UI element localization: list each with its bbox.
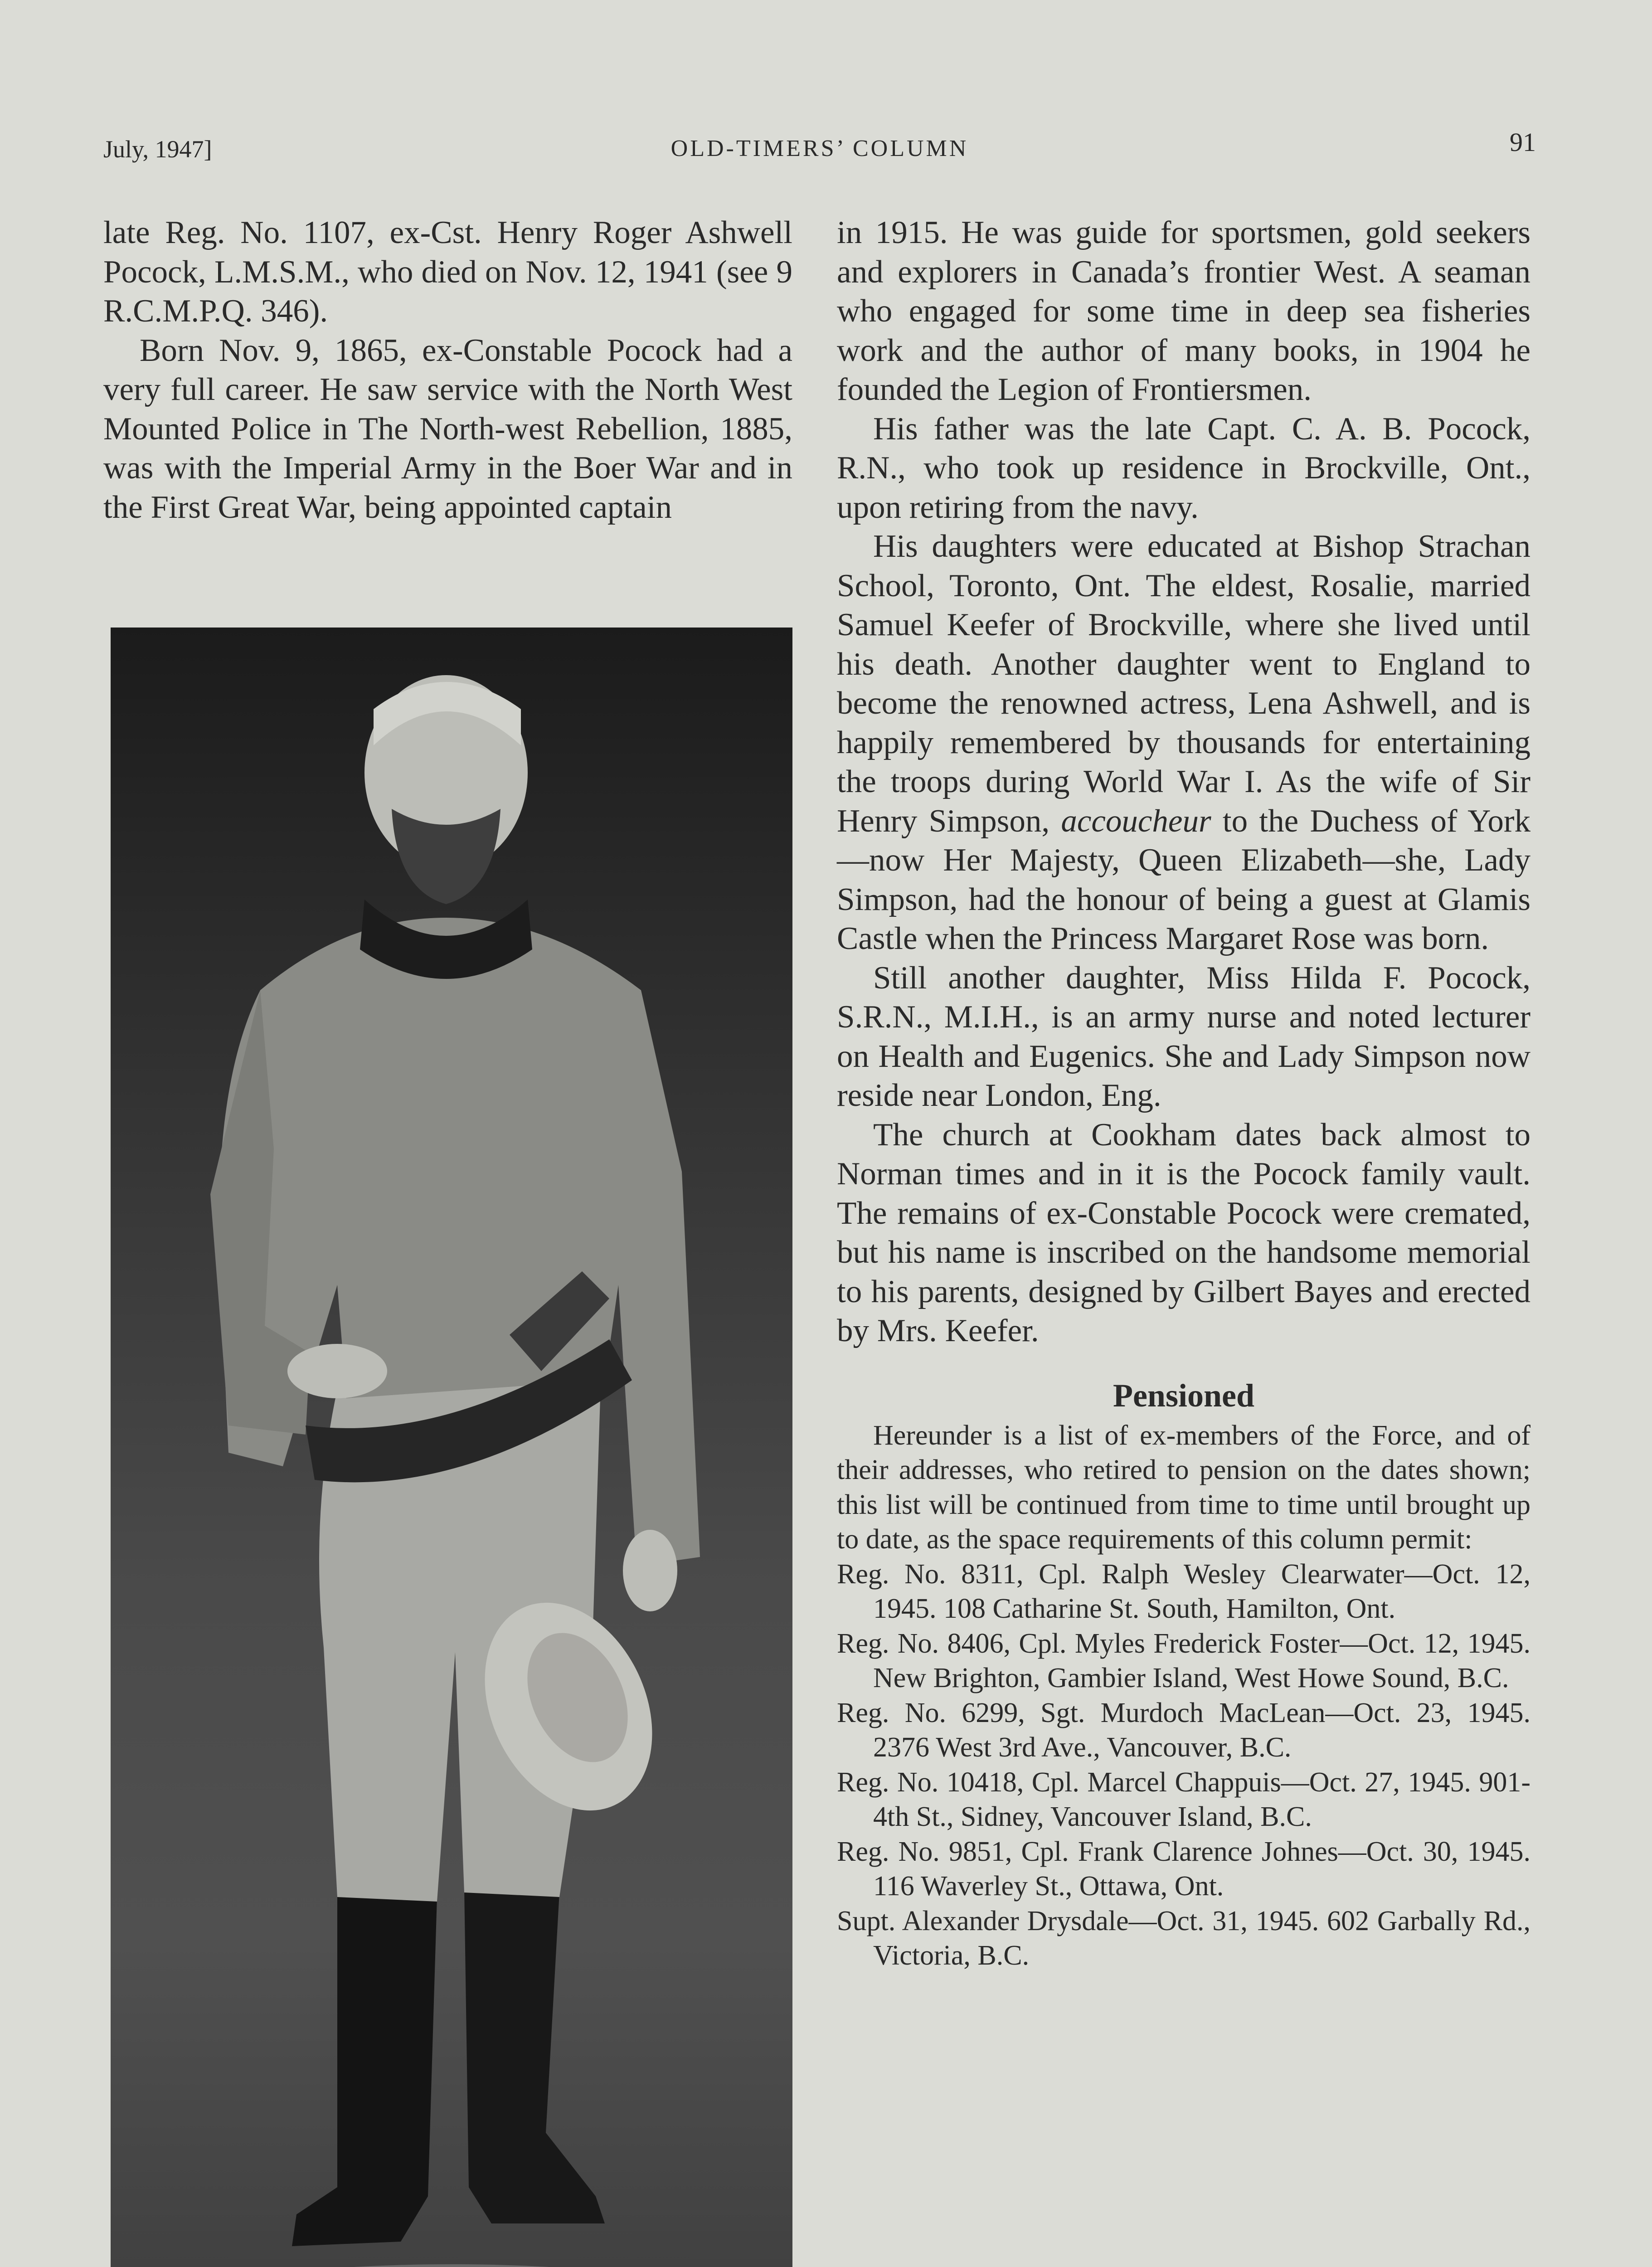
portrait-figure [111,628,792,2267]
left-column [103,213,792,527]
right-column [837,213,1531,1973]
issue-date: July, 1947] [103,136,212,163]
paragraph: in 1915. He was guide for sportsmen, gold seekers and explorers in Canada’s frontier West. A seaman who engaged for some time in deep sea fisheries work and the author of many books, in 1904 he founded the Legion of Frontiersmen. [837,215,1531,407]
paragraph: His father was the late Capt. C. A. B. Pocock, R.N., who took up residence in Brockville, Ont., upon retiring from the navy. [837,411,1531,525]
pension-entry: Reg. No. 8406, Cpl. Myles Frederick Foster—Oct. 12, 1945. New Brighton, Gambier Island, West Howe Sound, B.C. [837,1628,1531,1693]
daughters-paragraph [837,527,1531,958]
pension-entry: Reg. No. 9851, Cpl. Frank Clarence Johnes—Oct. 30, 1945. 116 Waverley St., Ottawa, Ont. [837,1836,1531,1902]
pensioned-section [837,1418,1531,1973]
page-number: 91 [1510,127,1536,157]
column-title: OLD-TIMERS’ COLUMN [671,136,969,161]
section-heading: Pensioned [1113,1377,1255,1414]
pension-entry: Reg. No. 10418, Cpl. Marcel Chappuis—Oct. 27, 1945. 901-4th St., Sidney, Vancouver Island, B.C. [837,1766,1531,1832]
portrait-photo [111,628,792,2267]
running-header [103,127,1536,168]
pensioned-intro: Hereunder is a list of ex-members of the Force, and of their addresses, who retired to pension on the dates shown; this list will be continued from time to time until brought up to date, as the space requirements of this column permit: [837,1420,1531,1555]
paragraph: Still another daughter, Miss Hilda F. Pocock, S.R.N., M.I.H., is an army nurse and noted lecturer on Health and Eugenics. She and Lady Simpson now reside near London, Eng. [837,960,1531,1113]
text-run: His daughters were educated at Bishop Strachan School, Toronto, Ont. The eldest, Rosalie, married Samuel Keefer of Brockville, where she lived until his death. Another daughter went to England to become the renowned actress, Lena Ashwell, and is happily remembered by thousands for entertaining the troops during World War I. As the wife of Sir Henry Simpson, [837,529,1531,839]
paragraph: late Reg. No. 1107, ex-Cst. Henry Roger Ashwell Pocock, L.M.S.M., who died on Nov. 12, 1941 (see 9 R.C.M.P.Q. 346). [103,215,792,329]
paragraph: Born Nov. 9, 1865, ex-Constable Pocock had a very full career. He saw service with the North West Mounted Police in The North-west Rebellion, 1885, was with the Imperial Army in the Boer War and in the First Great War, being appointed captain [103,332,792,525]
pension-entry: Reg. No. 8311, Cpl. Ralph Wesley Clearwater—Oct. 12, 1945. 108 Catharine St. South, Hamilton, Ont. [837,1558,1531,1624]
pension-entry: Supt. Alexander Drysdale—Oct. 31, 1945. 602 Garbally Rd., Victoria, B.C. [837,1905,1531,1971]
pension-entry: Reg. No. 6299, Sgt. Murdoch MacLean—Oct. 23, 1945. 2376 West 3rd Ave., Vancouver, B.C. [837,1697,1531,1763]
text-run: to the Duchess of York—now Her Majesty, Queen Elizabeth—she, Lady Simpson, had the honour of being a guest at Glamis Castle when the Princess Margaret Rose was born. [837,803,1531,956]
paragraph: The church at Cookham dates back almost to Norman times and in it is the Pocock family vault. The remains of ex-Constable Pocock were cremated, but his name is inscribed on the handsome memorial to his parents, designed by Gilbert Bayes and erected by Mrs. Keefer. [837,1117,1531,1348]
italic-term: accoucheur [1061,803,1211,839]
